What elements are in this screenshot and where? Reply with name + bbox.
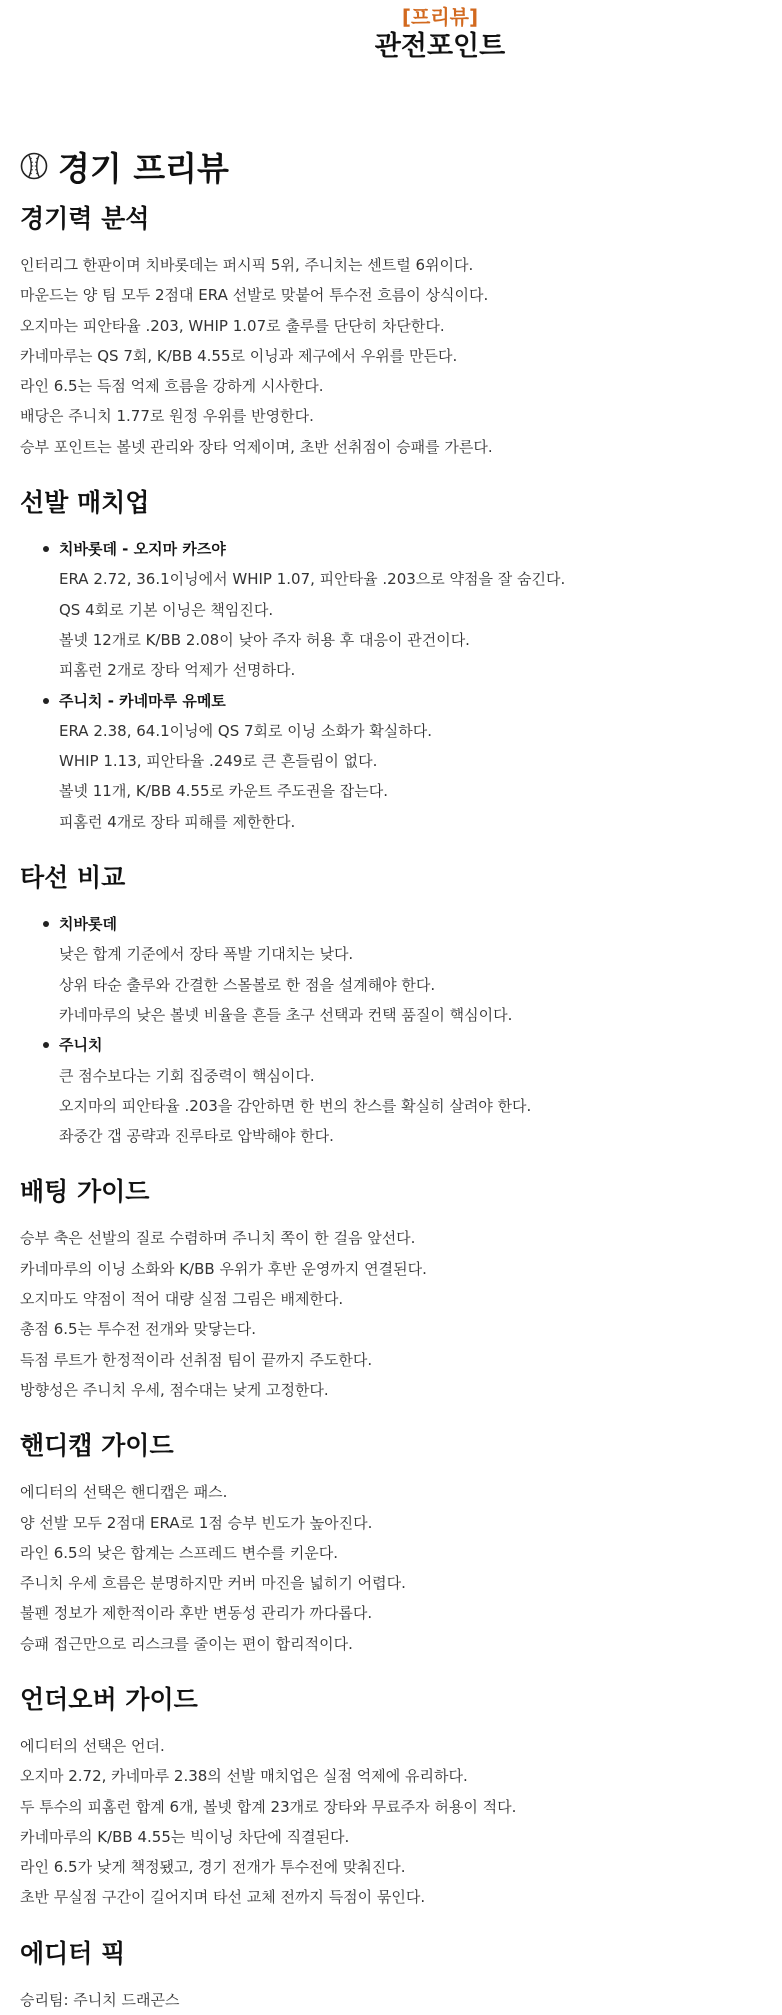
baseball-icon — [20, 152, 48, 180]
underover-line: 라인 6.5가 낮게 책정됐고, 경기 전개가 투수전에 맞춰진다. — [20, 1858, 406, 1877]
analysis-line: 승부 포인트는 볼넷 관리와 장타 억제이며, 초반 선취점이 승패를 가른다. — [20, 437, 493, 456]
analysis-heading: 경기력 분석 — [20, 204, 150, 233]
underover-line: 카네마루의 K/BB 4.55는 빅이닝 차단에 직결된다. — [20, 1827, 350, 1846]
handicap-line: 양 선발 모두 2점대 ERA로 1점 승부 빈도가 높아진다. — [20, 1513, 373, 1532]
analysis-line: 마운드는 양 팀 모두 2점대 ERA 선발로 맞붙어 투수전 흐름이 상식이다. — [20, 286, 489, 305]
handicap-section — [20, 1477, 762, 1659]
main-title: 경기 프리뷰 — [58, 148, 229, 188]
article-header — [118, 0, 762, 64]
bullet-icon — [43, 546, 49, 552]
pitcher-line: WHIP 1.13, 피안타율 .249로 큰 흔들림이 없다. — [59, 752, 378, 771]
batting-team: 치바롯데 — [59, 915, 117, 934]
handicap-line: 불펜 정보가 제한적이라 후반 변동성 관리가 까다롭다. — [20, 1604, 373, 1623]
underover-line: 두 투수의 피홈런 합계 6개, 볼넷 합계 23개로 장타와 무료주자 허용이 적다. — [20, 1797, 517, 1816]
pick-heading: 에디터 픽 — [20, 1938, 126, 1968]
article-tag: [프리뷰] — [401, 5, 479, 29]
pitcher-item — [58, 534, 762, 685]
batting-team: 주니치 — [59, 1036, 103, 1055]
handicap-line: 주니치 우세 흐름은 분명하지만 커버 마진을 넓히기 어렵다. — [20, 1574, 406, 1593]
underover-heading: 언더오버 가이드 — [20, 1684, 198, 1714]
betting-line: 득점 루트가 한정적이라 선취점 팀이 끝까지 주도한다. — [20, 1350, 373, 1369]
betting-section — [20, 1223, 762, 1405]
batting-line: 오지마의 피안타율 .203을 감안하면 한 번의 찬스를 확실히 살려야 한다. — [59, 1096, 532, 1115]
pitcher-line: QS 4회로 기본 이닝은 책임진다. — [59, 600, 274, 619]
handicap-heading: 핸디캡 가이드 — [20, 1431, 174, 1461]
analysis-line: 오지마는 피안타율 .203, WHIP 1.07로 출루를 단단히 차단한다. — [20, 316, 445, 335]
handicap-line: 에디터의 선택은 핸디캡은 패스. — [20, 1483, 228, 1502]
batting-line: 카네마루의 낮은 볼넷 비율을 흔들 초구 선택과 컨택 품질이 핵심이다. — [59, 1005, 513, 1024]
analysis-line: 배당은 주니치 1.77로 원정 우위를 반영한다. — [20, 407, 314, 426]
bullet-icon — [43, 1042, 49, 1048]
pitcher-line: 피홈런 4개로 장타 피해를 제한한다. — [59, 812, 296, 831]
analysis-line: 라인 6.5는 득점 억제 흐름을 강하게 시사한다. — [20, 377, 324, 396]
pitcher-line: 볼넷 11개, K/BB 4.55로 카운트 주도권을 잡는다. — [59, 782, 388, 801]
handicap-line: 라인 6.5의 낮은 합계는 스프레드 변수를 키운다. — [20, 1543, 339, 1562]
analysis-line: 카네마루는 QS 7회, K/BB 4.55로 이닝과 제구에서 우위를 만든다. — [20, 346, 458, 365]
pitcher-line: ERA 2.72, 36.1이닝에서 WHIP 1.07, 피안타율 .203으로 약점을 잘 숨긴다. — [59, 570, 566, 589]
pitcher-title: 주니치 - 카네마루 유메토 — [59, 691, 226, 710]
underover-line: 오지마 2.72, 카네마루 2.38의 선발 매치업은 실점 억제에 유리하다. — [20, 1767, 468, 1786]
pitcher-line: ERA 2.38, 64.1이닝에 QS 7회로 이닝 소화가 확실하다. — [59, 721, 432, 740]
article-title: 관전포인트 — [374, 31, 506, 62]
pitcher-line: 볼넷 12개로 K/BB 2.08이 낮아 주자 허용 후 대응이 관건이다. — [59, 630, 470, 649]
betting-line: 방향성은 주니치 우세, 점수대는 낮게 고정한다. — [20, 1380, 329, 1399]
betting-line: 오지마도 약점이 적어 대량 실점 그림은 배제한다. — [20, 1290, 344, 1309]
pitchers-list — [20, 534, 762, 837]
underover-line: 에디터의 선택은 언더. — [20, 1736, 165, 1755]
pitcher-title: 치바롯데 - 오지마 카즈야 — [59, 540, 226, 559]
batting-item — [58, 909, 762, 1030]
main-heading — [20, 144, 762, 188]
betting-heading: 배팅 가이드 — [20, 1177, 150, 1207]
pitchers-heading: 선발 매치업 — [20, 488, 150, 518]
underover-section — [20, 1731, 762, 1913]
batting-line: 좌중간 갭 공략과 진루타로 압박해야 한다. — [59, 1127, 334, 1146]
batting-item — [58, 1030, 762, 1151]
batting-line: 낮은 합계 기준에서 장타 폭발 기대치는 낮다. — [59, 945, 354, 964]
batting-line: 상위 타순 출루와 간결한 스몰볼로 한 점을 설계해야 한다. — [59, 975, 436, 994]
pitcher-line: 피홈런 2개로 장타 억제가 선명하다. — [59, 661, 296, 680]
batting-list — [20, 909, 762, 1151]
betting-line: 총점 6.5는 투수전 전개와 맞닿는다. — [20, 1320, 257, 1339]
pick-line: 승리팀: 주니치 드래곤스 — [20, 1990, 180, 2009]
betting-line: 카네마루의 이닝 소화와 K/BB 우위가 후반 운영까지 연결된다. — [20, 1259, 427, 1278]
analysis-section — [20, 250, 762, 462]
analysis-line: 인터리그 한판이며 치바롯데는 퍼시픽 5위, 주니치는 센트럴 6위이다. — [20, 256, 474, 274]
batting-heading: 타선 비교 — [20, 863, 126, 893]
bullet-icon — [43, 698, 49, 704]
bullet-icon — [43, 921, 49, 927]
pitcher-item — [58, 686, 762, 837]
betting-line: 승부 축은 선발의 질로 수렴하며 주니치 쪽이 한 걸음 앞선다. — [20, 1229, 416, 1248]
batting-line: 큰 점수보다는 기회 집중력이 핵심이다. — [59, 1066, 315, 1085]
handicap-line: 승패 접근만으로 리스크를 줄이는 편이 합리적이다. — [20, 1634, 353, 1653]
underover-line: 초반 무실점 구간이 길어지며 타선 교체 전까지 득점이 묶인다. — [20, 1888, 426, 1907]
